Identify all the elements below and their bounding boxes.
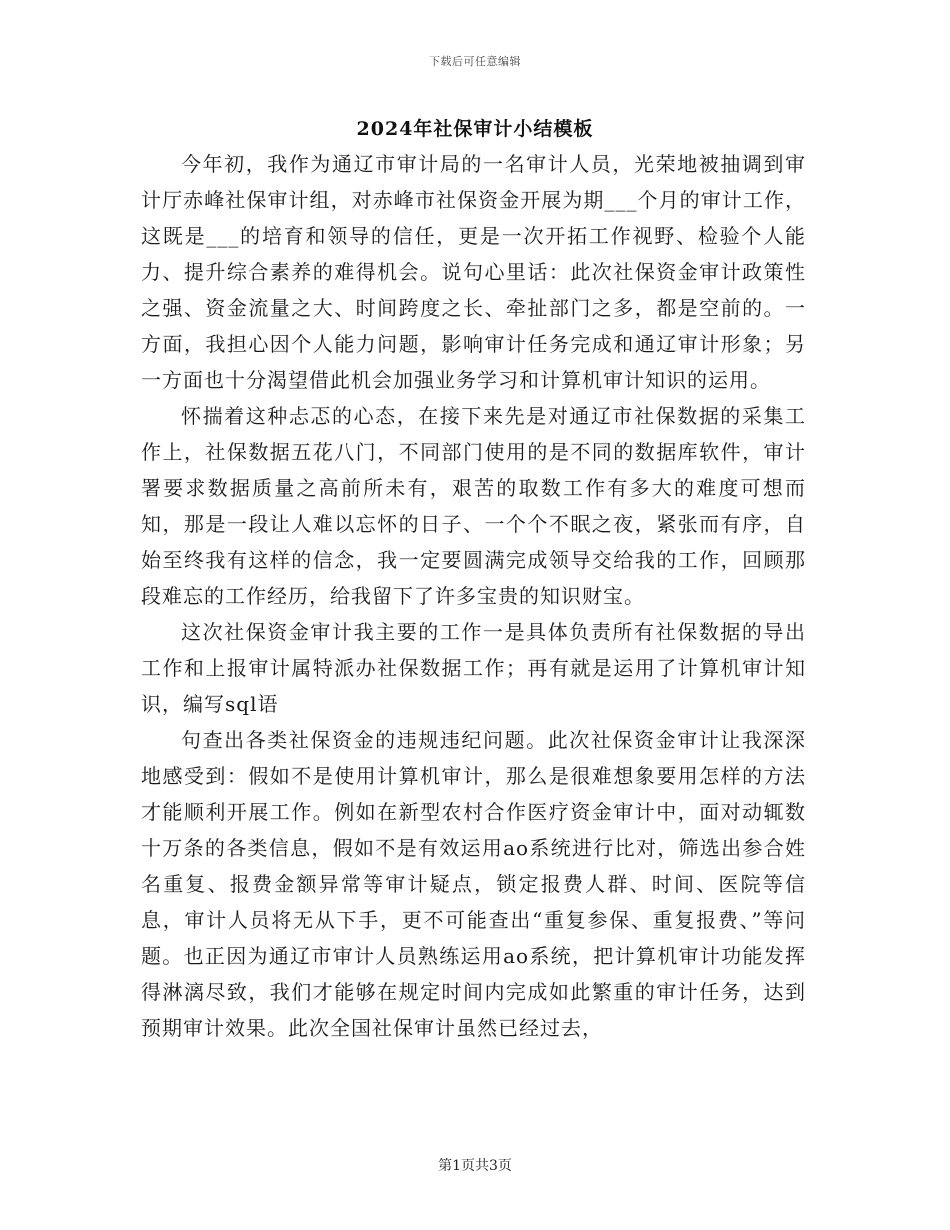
paragraph-1: 今年初，我作为通辽市审计局的一名审计人员，光荣地被抽调到审计厅赤峰社保审计组，对赤峰市社保资金开展为期___个月的审计工作，这既是___的培育和领导的信任，更是一次开拓工作视野、检验个人能力、提升综合素养的难得机会。说句心里话：此次社保资金审计政策性之强、资金流量之大、时间跨度之长、牵扯部门之多，都是空前的。一方面，我担心因个人能力问题，影响审计任务完成和通辽审计形象；另一方面也十分渴望借此机会加强业务学习和计算机审计知识的运用。 xyxy=(141,152,806,392)
page-header-note: 下载后可任意编辑 xyxy=(429,55,521,68)
document-title: 2024年社保审计小结模板 xyxy=(356,118,594,140)
paragraph-4: 句查出各类社保资金的违规违纪问题。此次社保资金审计让我深深地感受到：假如不是使用计算机审计，那么是很难想象要用怎样的方法才能顺利开展工作。例如在新型农村合作医疗资金审计中，面对动辄数十万条的各类信息，假如不是有效运用ao系统进行比对，筛选出参合姓名重复、报费金额异常等审计疑点，锁定报费人群、时间、医院等信息，审计人员将无从下手，更不可能查出“重复参保、重复报费、”等问题。也正因为通辽市审计人员熟练运用ao系统，把计算机审计功能发挥得淋漓尽致，我们才能够在规定时间内完成如此繁重的审计任务，达到预期审计效果。此次全国社保审计虽然已经过去， xyxy=(141,728,806,1040)
paragraph-2: 怀揣着这种忐忑的心态，在接下来先是对通辽市社保数据的采集工作上，社保数据五花八门，不同部门使用的是不同的数据库软件，审计署要求数据质量之高前所未有，艰苦的取数工作有多大的难度可想而知，那是一段让人难以忘怀的日子、一个个不眠之夜，紧张而有序，自始至终我有这样的信念，我一定要圆满完成领导交给我的工作，回顾那段难忘的工作经历，给我留下了许多宝贵的知识财宝。 xyxy=(141,404,806,608)
page-number: 第1页共3页 xyxy=(438,1158,512,1174)
document-body xyxy=(141,146,806,1046)
paragraph-3: 这次社保资金审计我主要的工作一是具体负责所有社保数据的导出工作和上报审计属特派办社保数据工作；再有就是运用了计算机审计知识，编写sql语 xyxy=(141,620,806,716)
